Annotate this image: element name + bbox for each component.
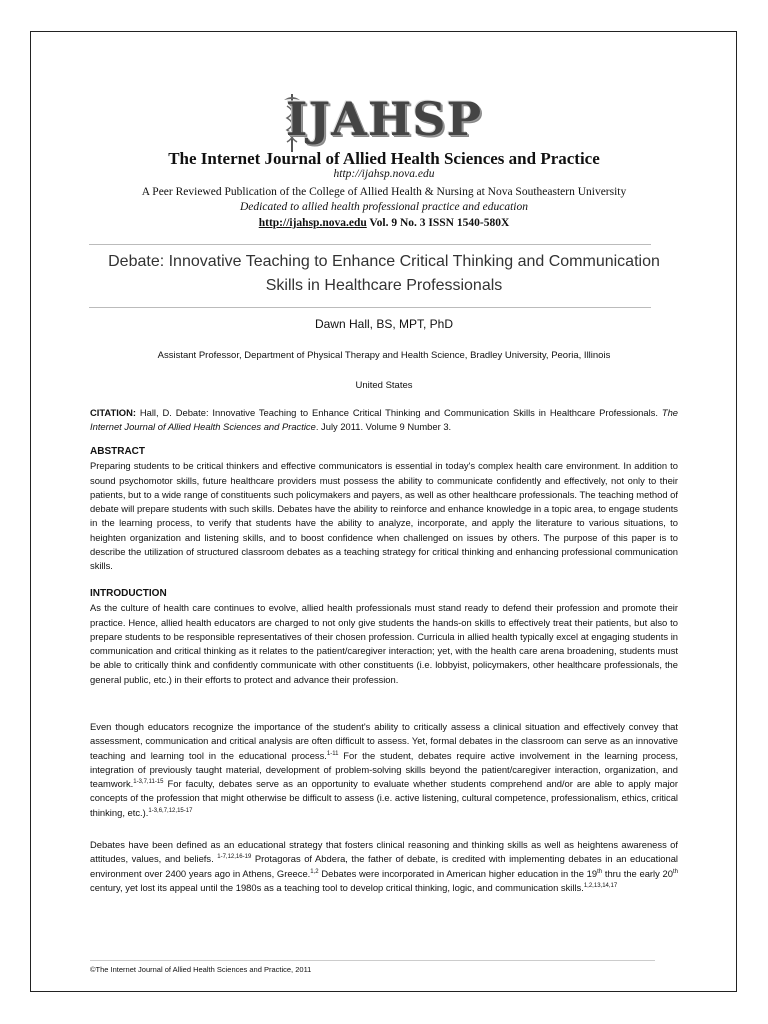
intro-paragraph-3: Debates have been defined as an educational strategy that fosters clinical reasoning and thinking skills as well as heightens awareness of attitudes, values, and beliefs. $^{1-7,12,16-19}$ Protagoras of Abdera, the father of debate, is credited with implementing debates in an educational environment over 2400 years ago in Athens, Greece.$^{1,2}$ Debates were incorporated in American higher education in the 19th thru the early 20th century, yet lost its appeal until the 1980s as a teaching tool to develop critical thinking, logic, and communication skills.$^{1,2,13,14,17}$ [90, 839, 679, 893]
author-affiliation: Assistant Professor, Department of Physical Therapy and Health Science, Bradley University, Peoria, Illinois [157, 350, 611, 361]
issue-line [0, 217, 768, 229]
divider-title [89, 307, 651, 308]
issue-info: Vol. 9 No. 3 ISSN 1540-580X [366, 217, 510, 229]
page-footer: ©The Internet Journal of Allied Health Sciences and Practice, 2011 [90, 965, 312, 974]
author-name: Dawn Hall, BS, MPT, PhD [314, 317, 454, 331]
issue-url-link[interactable]: http://ijahsp.nova.edu [258, 217, 367, 229]
abstract-text: Preparing students to be critical thinkers and effective communicators is essential in today's complex health care environment. In addition to sound psychomotor skills, future healthcare providers must possess the ability to communicate confidently and effectively, not only to their patients, but to a wide range of constituents such policymakers and payers, as well as other healthcare professionals. The teaching method of debate will prepare students with such skills. Debates have the ability to reinforce and enhance knowledge in a topic area, to engage students in the learning process, to verify that students have the ability to analyze, incorporate, and apply the literature to various situations, to heighten organization and listening skills, and to boost confidence when challenged on issues by others. The purpose of this paper is to describe the utilization of structured classroom debates as a teaching strategy for critical thinking and enhancing professional communication skills. [90, 460, 678, 572]
article-title: Debate: Innovative Teaching to Enhance Critical Thinking and Communication Skills in Healthcare Professionals [108, 253, 660, 294]
introduction-heading: INTRODUCTION [90, 588, 167, 599]
abstract-heading: ABSTRACT [90, 446, 145, 457]
footer-divider [90, 960, 655, 961]
intro-paragraph-1: As the culture of health care continues to evolve, allied health professionals must stand ready to defend their profession and promote their practice. Hence, allied health educators are charged to not only give students the hands-on skills to effectively treat their patients, but also to prepare students to be responsible representatives of their chosen profession. Curricula in allied health typically excel at engaging students in communication and critical thinking as it relates to the patient/caregiver interaction; yet, with the health care arena broadening, students must be able to critically think and confidently communicate with other constituents (i.e. lobbyist, policymakers, other healthcare professionals, the general public, etc.) in their efforts to protect and advance their profession. [90, 602, 678, 685]
citation-volume: . July 2011. Volume 9 Number 3. [315, 421, 452, 433]
citation-text: Hall, D. Debate: Innovative Teaching to Enhance Critical Thinking and Communication Skills in Healthcare Professionals. [136, 407, 662, 418]
dedication-line: Dedicated to allied health professional practice and education [240, 201, 528, 213]
author-country: United States [355, 380, 413, 391]
journal-title: The Internet Journal of Allied Health Sciences and Practice [168, 149, 600, 168]
citation-journal: The Internet Journal of Allied Health Sciences and Practice [90, 407, 678, 433]
introduction-section [90, 587, 678, 687]
citation [90, 406, 678, 435]
divider-top [89, 244, 651, 245]
peer-review-line: A Peer Reviewed Publication of the College of Allied Health & Nursing at Nova Southeastern University [141, 186, 627, 198]
journal-logo: IJAHSP [285, 92, 483, 146]
intro-paragraph-2: Even though educators recognize the importance of the student's ability to critically assess a clinical situation and effectively convey that assessment, communication and critical analysis are often difficult to assess. Yet, formal debates in the classroom can serve as an innovative teaching and learning tool in the educational process.$^{1-11}$ For the student, debates require active involvement in the learning process, integration of previously taught material, development of problem-solving skills beyond the patient/caregiver interaction, organization, and teamwork.$^{1-3,7,11-15}$ For faculty, debates serve as an opportunity to evaluate whether students comprehend and/or are able to apply major concepts of the profession that might otherwise be difficult to assess (i.e. active listening, cultural competence, professionalism, ethics, critical thinking, etc.).$^{1-3,6,7,12,15-17}$ [90, 721, 678, 818]
abstract-section [90, 445, 678, 574]
journal-url[interactable]: http://ijahsp.nova.edu [333, 168, 435, 180]
citation-label: CITATION: [90, 407, 136, 418]
